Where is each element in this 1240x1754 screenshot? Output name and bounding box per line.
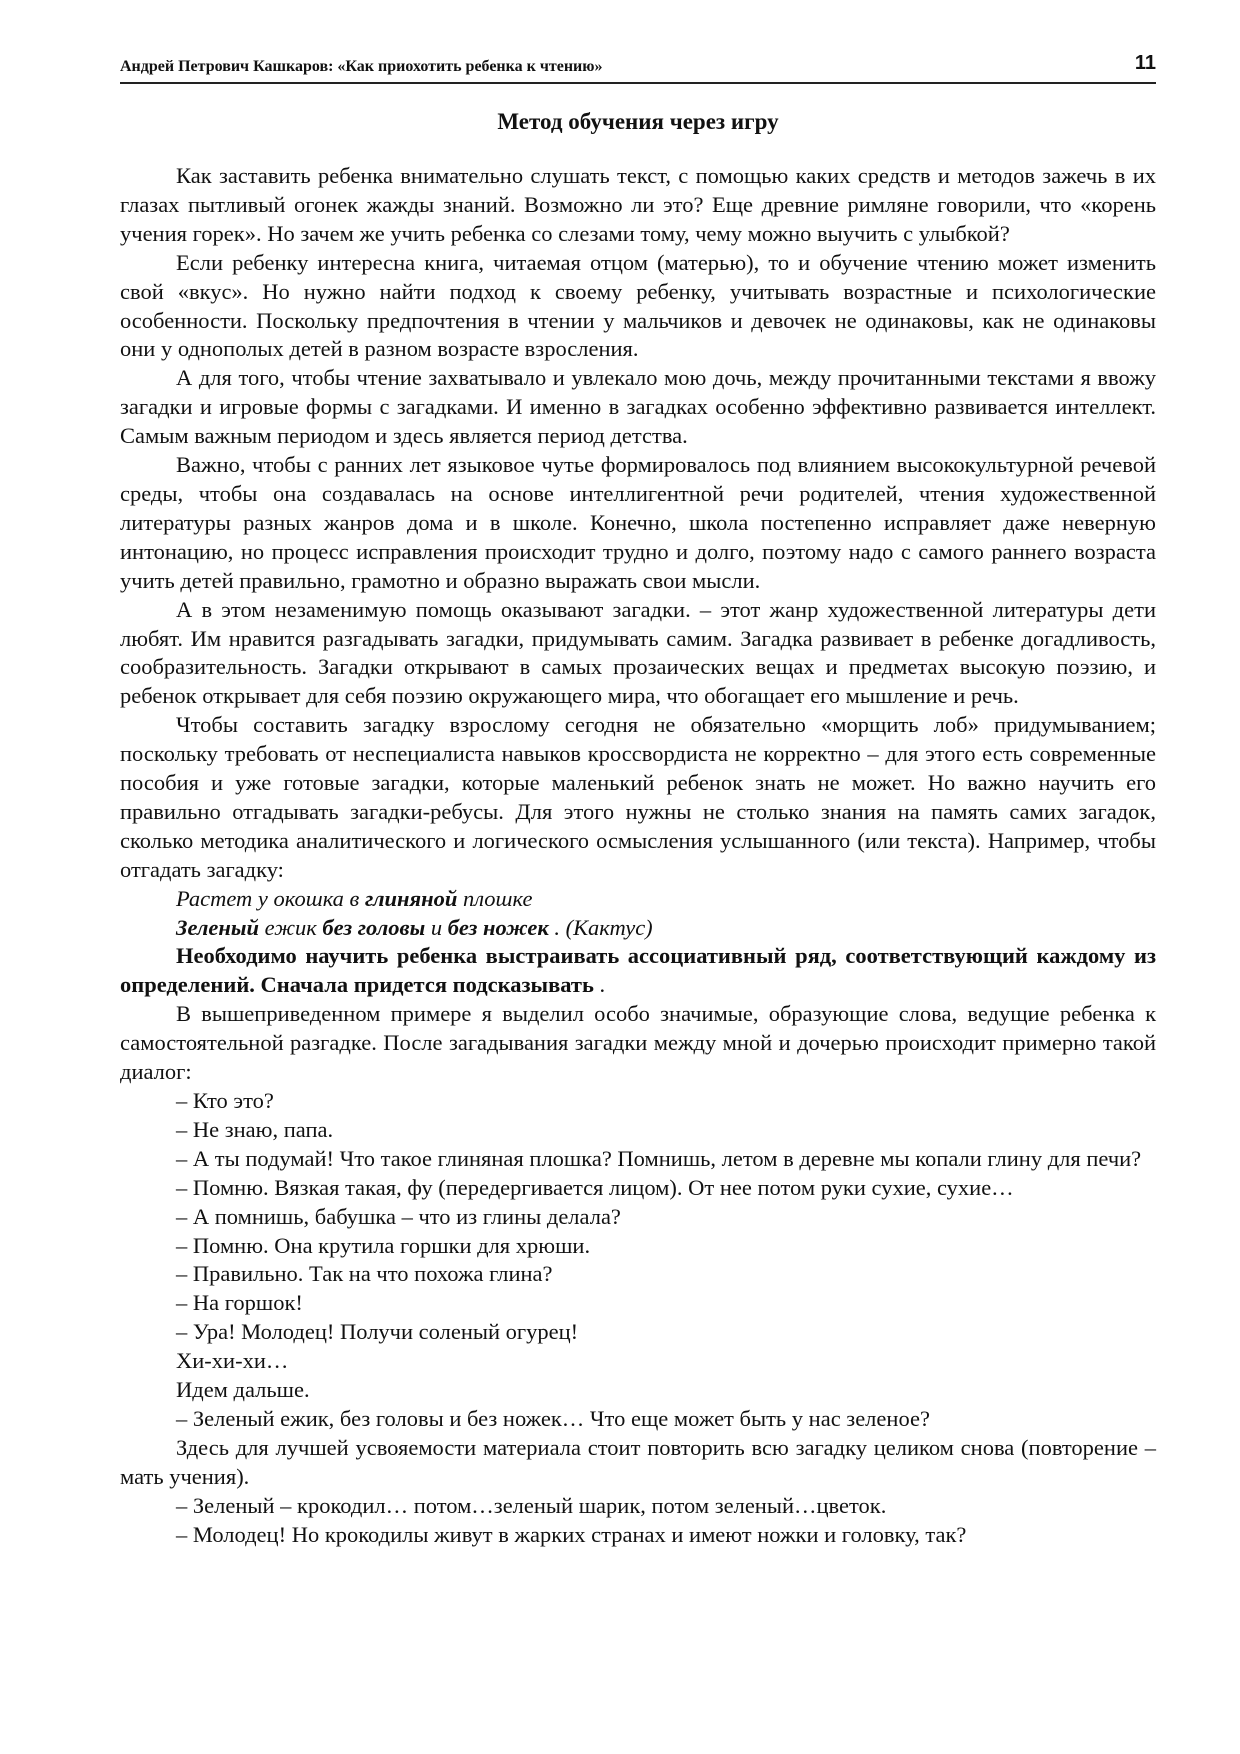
- riddle-keyword: глиняной: [364, 885, 458, 911]
- dialogue-line: – А ты подумай! Что такое глиняная плошка? Помнишь, летом в деревне мы копали глину для печи?: [176, 1145, 1142, 1171]
- dialogue-line: – Ура! Молодец! Получи соленый огурец!: [176, 1319, 579, 1345]
- riddle-text: и: [425, 914, 448, 940]
- dialogue-line: Здесь для лучшей усвояемости материала стоит повторить всю загадку целиком снова (повторение – мать учения).: [120, 1434, 1156, 1489]
- bold-paragraph: [120, 942, 1156, 1000]
- dialogue-line: – Молодец! Но крокодилы живут в жарких странах и имеют ножки и головку, так?: [176, 1521, 967, 1547]
- running-header: [120, 52, 1156, 84]
- dialogue-line: – А помнишь, бабушка – что из глины делала?: [176, 1203, 621, 1229]
- dialogue-line: – Зеленый ежик, без головы и без ножек… Что еще может быть у нас зеленое?: [176, 1405, 930, 1431]
- riddle-line-1: [120, 885, 1156, 914]
- dialogue-line: – Правильно. Так на что похожа глина?: [176, 1261, 553, 1287]
- riddle-keyword: без головы: [322, 914, 426, 940]
- dialogue-line: – Не знаю, папа.: [176, 1116, 334, 1142]
- riddle-line-2: [120, 914, 1156, 943]
- riddle-text: плошке: [457, 885, 533, 911]
- bold-text: Необходимо научить ребенка выстраивать ассоциативный ряд, соответствующий каждому из определений. Сначала придется подсказывать: [120, 943, 1156, 998]
- dialogue-line: Хи-хи-хи…: [176, 1348, 289, 1374]
- dialogue-line: Идем дальше.: [176, 1377, 310, 1403]
- riddle-text: . (Кактус): [548, 914, 653, 940]
- paragraph: Чтобы составить загадку взрослому сегодня не обязательно «морщить лоб» придумыванием; поскольку требовать от неспециалиста навыков кроссвордиста не корректно – для этого есть современные пособия и уже готовые загадки, которые маленький ребенок знать не может. Но важно научить его правильно отгадывать загадки-ребусы. Для этого нужны не столько знания на память самих загадок, сколько методика аналитического и логического осмысления услышанного (или текста). Например, чтобы отгадать загадку:: [120, 712, 1156, 882]
- dialogue-line: – Кто это?: [176, 1088, 274, 1113]
- paragraph: В вышеприведенном примере я выделил особо значимые, образующие слова, ведущие ребенка к самостоятельной разгадке. После загадывания загадки между мной и дочерью происходит примерно такой диалог:: [120, 1001, 1156, 1085]
- dialogue-line: – Помню. Вязкая такая, фу (передергивается лицом). От нее потом руки сухие, сухие…: [176, 1174, 1014, 1200]
- page-number: 11: [1134, 52, 1156, 74]
- riddle-keyword: без ножек: [447, 914, 549, 940]
- dialogue-line: – На горшок!: [176, 1290, 303, 1316]
- bold-paragraph-tail: .: [593, 972, 606, 998]
- body-text: [120, 108, 1156, 1550]
- section-heading: Метод обучения через игру: [497, 109, 779, 134]
- paragraph: Если ребенку интересна книга, читаемая отцом (матерью), то и обучение чтению может изменить свой «вкус». Но нужно найти подход к своему ребенку, учитывать возрастные и психологические особенности. Поскольку предпочтения в чтении у мальчиков и девочек не одинаковы, как не одинаковы они у однополых детей в разном возрасте взросления.: [120, 249, 1156, 362]
- paragraph: А в этом незаменимую помощь оказывают загадки. – этот жанр художественной литературы дети любят. Им нравится разгадывать загадки, придумывать самим. Загадка развивает в ребенке догадливость, сообразительность. Загадки открывают в самых прозаических вещах и предметах высокую поэзию, и ребенок открывает для себя поэзию окружающего мира, что обогащает его мышление и речь.: [120, 596, 1156, 709]
- paragraph: Важно, чтобы с ранних лет языковое чутье формировалось под влиянием высококультурной речевой среды, чтобы она создавалась на основе интеллигентной речи родителей, чтения художественной литературы разных жанров дома и в школе. Конечно, школа постепенно исправляет даже неверную интонацию, но процесс исправления происходит трудно и долго, поэтому надо с самого раннего возраста учить детей правильно, грамотно и образно выражать свои мысли.: [120, 452, 1156, 593]
- paragraph: А для того, чтобы чтение захватывало и увлекало мою дочь, между прочитанными текстами я ввожу загадки и игровые формы с загадками. И именно в загадках особенно эффективно развивается интеллект. Самым важным периодом и здесь является период детства.: [120, 365, 1156, 449]
- riddle-text: ежик: [259, 914, 323, 940]
- paragraph: Как заставить ребенка внимательно слушать текст, с помощью каких средств и методов зажечь в их глазах пытливый огонек жажды знаний. Возможно ли это? Еще древние римляне говорили, что «корень учения горек». Но зачем же учить ребенка со слезами тому, чему можно выучить с улыбкой?: [120, 163, 1156, 246]
- riddle-keyword: Зеленый: [176, 914, 260, 940]
- dialogue-line: – Помню. Она крутила горшки для хрюши.: [176, 1232, 591, 1258]
- riddle-text: Растет у окошка в: [176, 885, 365, 911]
- header-title: Андрей Петрович Кашкаров: «Как приохотить ребенка к чтению»: [120, 58, 603, 75]
- dialogue-line: – Зеленый – крокодил… потом…зеленый шарик, потом зеленый…цветок.: [176, 1492, 887, 1518]
